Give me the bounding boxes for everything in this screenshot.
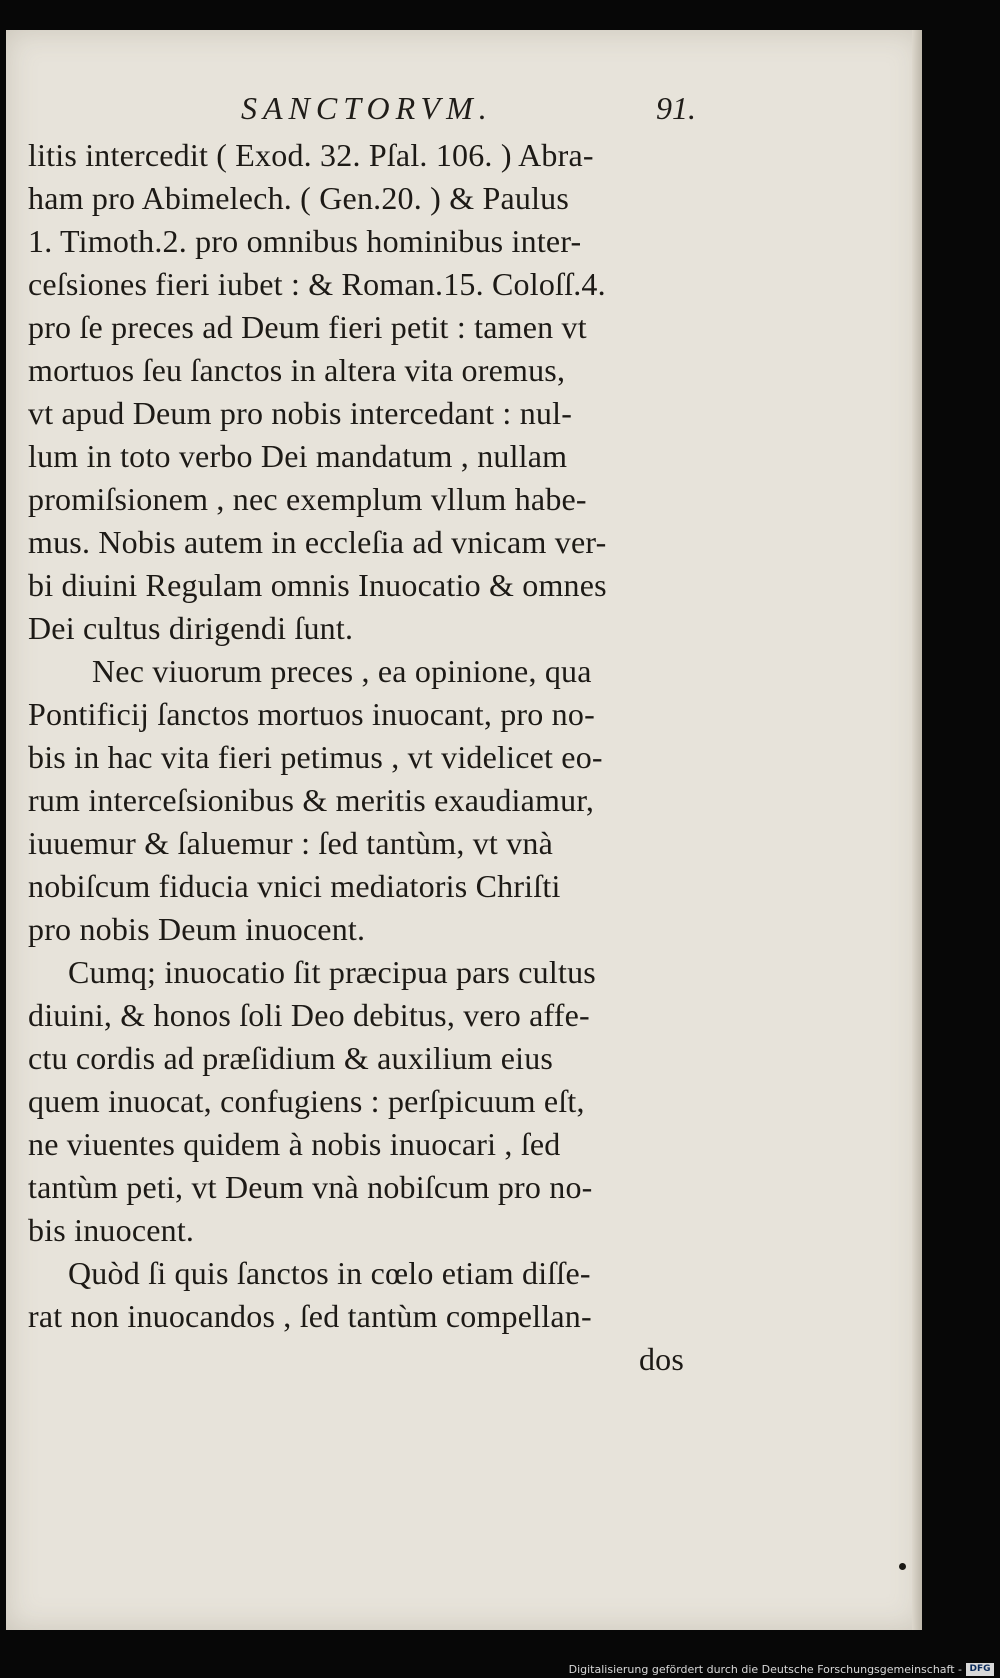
catchword: dos bbox=[638, 1341, 684, 1377]
text-line: ctu cordis ad præſidium & auxilium eius bbox=[28, 1040, 554, 1076]
text-line: pro ſe preces ad Deum fieri petit : tamen vt bbox=[28, 309, 587, 345]
text-line: ham pro Abimelech. ( Gen.20. ) & Paulus bbox=[28, 180, 570, 216]
text-line: Nec viuorum preces , ea opinione, qua bbox=[92, 653, 592, 689]
text-line: ceſsiones fieri iubet : & Roman.15. Coloſſ.4. bbox=[28, 266, 606, 302]
text-line: diuini, & honos ſoli Deo debitus, vero affe- bbox=[28, 997, 590, 1033]
text-line: 1. Timoth.2. pro omnibus hominibus inter- bbox=[28, 223, 582, 259]
text-line: ne viuentes quidem à nobis inuocari , ſed bbox=[28, 1126, 561, 1162]
text-line: litis intercedit ( Exod. 32. Pſal. 106. ) Abra- bbox=[28, 137, 594, 173]
page-edge bbox=[912, 30, 922, 1630]
book-page bbox=[6, 30, 922, 1630]
text-line: Quòd ſi quis ſanctos in cœlo etiam diſſe- bbox=[68, 1255, 591, 1291]
text-line: Pontificij ſanctos mortuos inuocant, pro no- bbox=[28, 696, 595, 732]
text-line: bi diuini Regulam omnis Inuocatio & omnes bbox=[28, 567, 607, 603]
text-line: vt apud Deum pro nobis intercedant : nul- bbox=[28, 395, 573, 431]
text-line: quem inuocat, confugiens : perſpicuum eſt, bbox=[28, 1083, 585, 1119]
text-line: lum in toto verbo Dei mandatum , nullam bbox=[28, 438, 568, 474]
text-line: promiſsionem , nec exemplum vllum habe- bbox=[28, 481, 587, 517]
footer-bar bbox=[0, 1660, 1000, 1678]
text-line: bis inuocent. bbox=[28, 1212, 195, 1248]
text-line: mus. Nobis autem in eccleſia ad vnicam ver- bbox=[28, 524, 607, 560]
text-line: iuuemur & ſaluemur : ſed tantùm, vt vnà bbox=[28, 825, 554, 861]
ink-speck bbox=[899, 1563, 906, 1570]
text-line: rum interceſsionibus & meritis exaudiamur, bbox=[28, 782, 595, 818]
text-line: tantùm peti, vt Deum vnà nobiſcum pro no- bbox=[28, 1169, 593, 1205]
page-number: 91. bbox=[656, 90, 696, 126]
footer-credit: Digitalisierung gefördert durch die Deutsche Forschungsgemeinschaft - bbox=[568, 1663, 962, 1676]
text-line: rat non inuocandos , ſed tantùm compellan- bbox=[28, 1298, 592, 1334]
text-line: Dei cultus dirigendi ſunt. bbox=[28, 610, 354, 646]
dfg-logo: DFG bbox=[966, 1663, 994, 1676]
text-line: nobiſcum fiducia vnici mediatoris Chriſti bbox=[28, 868, 561, 904]
text-block bbox=[28, 134, 688, 1381]
text-line: bis in hac vita fieri petimus , vt videlicet eo- bbox=[28, 739, 603, 775]
running-head: SANCTORVM. bbox=[241, 90, 493, 126]
text-line: mortuos ſeu ſanctos in altera vita oremus, bbox=[28, 352, 566, 388]
text-line: pro nobis Deum inuocent. bbox=[28, 911, 366, 947]
text-line: Cumq; inuocatio ſit præcipua pars cultus bbox=[68, 954, 596, 990]
